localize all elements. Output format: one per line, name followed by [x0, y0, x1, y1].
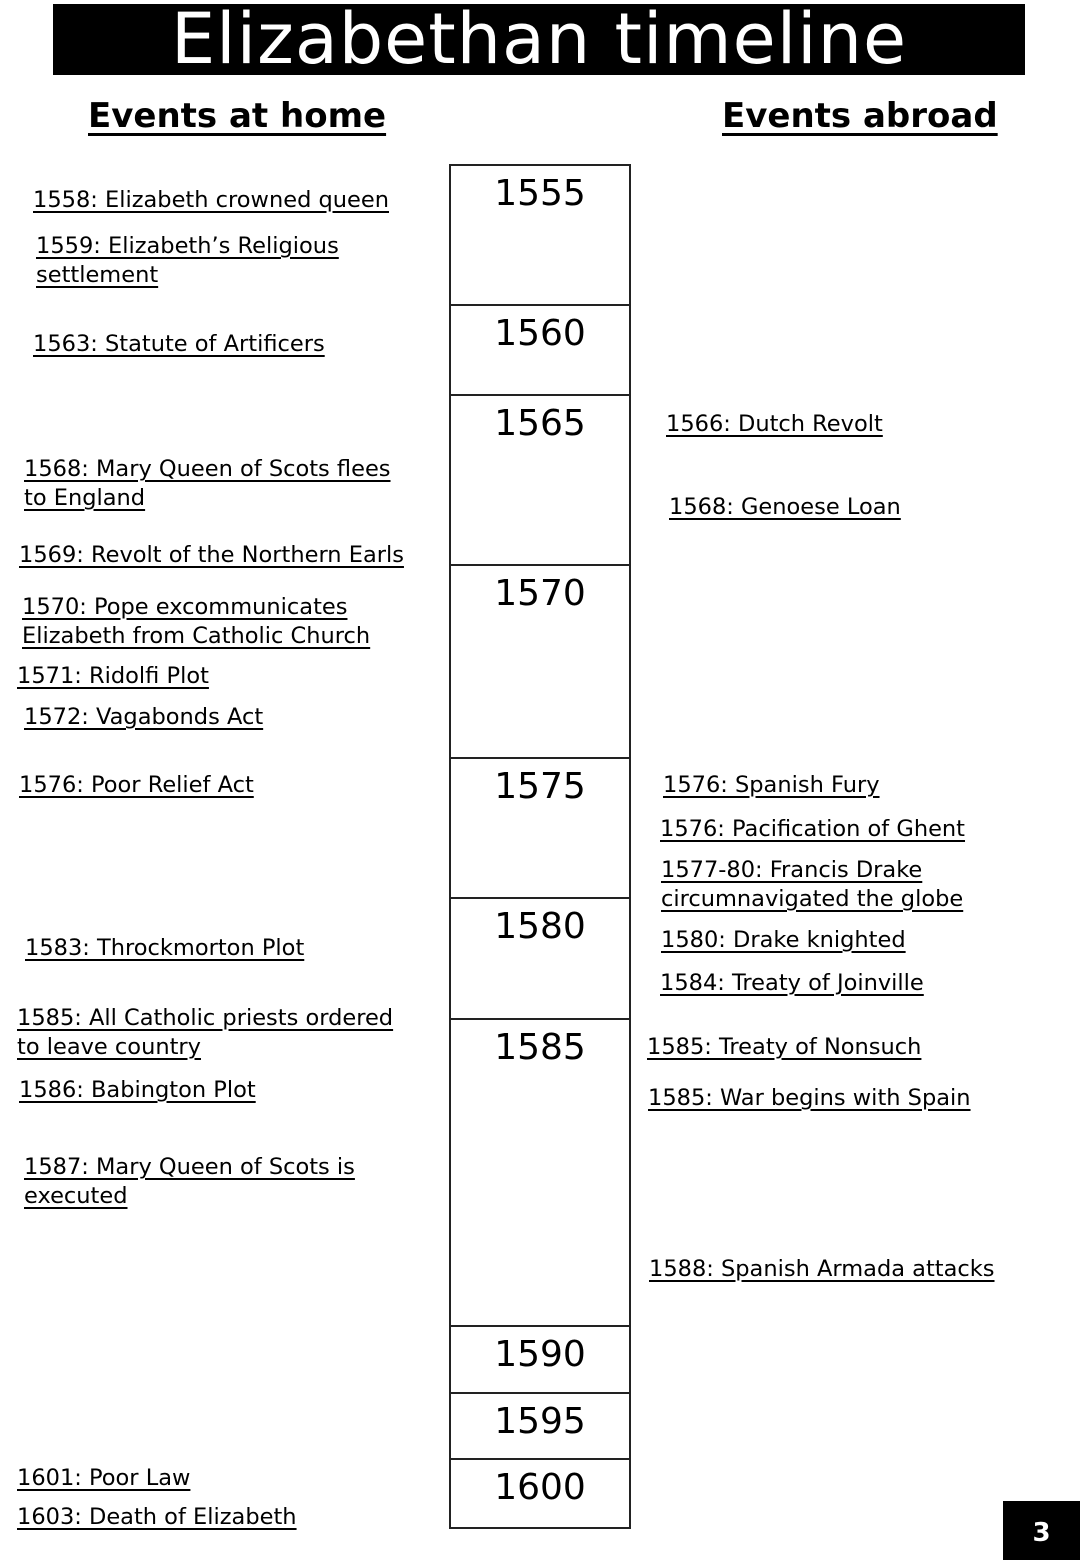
event-abroad-1584: 1584: Treaty of Joinville	[660, 970, 924, 996]
event-home-1587: 1587: Mary Queen of Scots is executed	[24, 1154, 355, 1209]
event-home-1569: 1569: Revolt of the Northern Earls	[19, 542, 404, 568]
event-abroad-1585-nonsuch: 1585: Treaty of Nonsuch	[647, 1034, 922, 1060]
event-abroad-1585-war: 1585: War begins with Spain	[648, 1085, 971, 1111]
year-cell-1560: 1560	[451, 306, 629, 396]
year-cell-1580: 1580	[451, 899, 629, 1020]
year-cell-1600: 1600	[494, 1467, 586, 1508]
year-cell-1585: 1585	[451, 1020, 629, 1327]
year-cell-1565: 1565	[451, 396, 629, 566]
event-home-1585: 1585: All Catholic priests ordered to leave country	[17, 1005, 394, 1060]
event-home-1570: 1570: Pope excommunicates Elizabeth from Catholic Church	[22, 594, 371, 649]
event-abroad-1566: 1566: Dutch Revolt	[666, 411, 883, 437]
event-abroad-1588: 1588: Spanish Armada attacks	[649, 1256, 995, 1282]
event-home-1558: 1558: Elizabeth crowned queen	[33, 187, 389, 213]
page-number: 3	[1003, 1501, 1080, 1560]
event-home-1571: 1571: Ridolfi Plot	[17, 663, 209, 689]
event-home-1568: 1568: Mary Queen of Scots flees to England	[24, 456, 391, 511]
event-abroad-1576-ghent: 1576: Pacification of Ghent	[660, 816, 966, 842]
heading-events-abroad: Events abroad	[722, 96, 998, 136]
event-abroad-1577-80: 1577-80: Francis Drake circumnavigated the globe	[661, 857, 964, 912]
event-home-1559: 1559: Elizabeth’s Religious settlement	[36, 233, 339, 288]
event-home-1601: 1601: Poor Law	[17, 1465, 191, 1491]
year-cell-1590: 1590	[451, 1327, 629, 1394]
event-home-1563: 1563: Statute of Artificers	[33, 331, 325, 357]
heading-events-at-home: Events at home	[88, 96, 387, 136]
year-cell-1555: 1555	[451, 166, 629, 306]
event-home-1583: 1583: Throckmorton Plot	[25, 935, 305, 961]
event-abroad-1568: 1568: Genoese Loan	[669, 494, 901, 520]
event-home-1572: 1572: Vagabonds Act	[24, 704, 264, 730]
event-home-1603: 1603: Death of Elizabeth	[17, 1504, 297, 1530]
timeline-column	[449, 164, 631, 1529]
page-title: Elizabethan timeline	[53, 4, 1025, 75]
event-abroad-1580: 1580: Drake knighted	[661, 927, 906, 953]
year-cell-1570: 1570	[451, 566, 629, 759]
event-abroad-1576-fury: 1576: Spanish Fury	[663, 772, 880, 798]
year-cell-1575: 1575	[451, 759, 629, 899]
event-home-1576: 1576: Poor Relief Act	[19, 772, 254, 798]
year-cell-1595: 1595	[451, 1394, 629, 1460]
event-home-1586: 1586: Babington Plot	[19, 1077, 256, 1103]
